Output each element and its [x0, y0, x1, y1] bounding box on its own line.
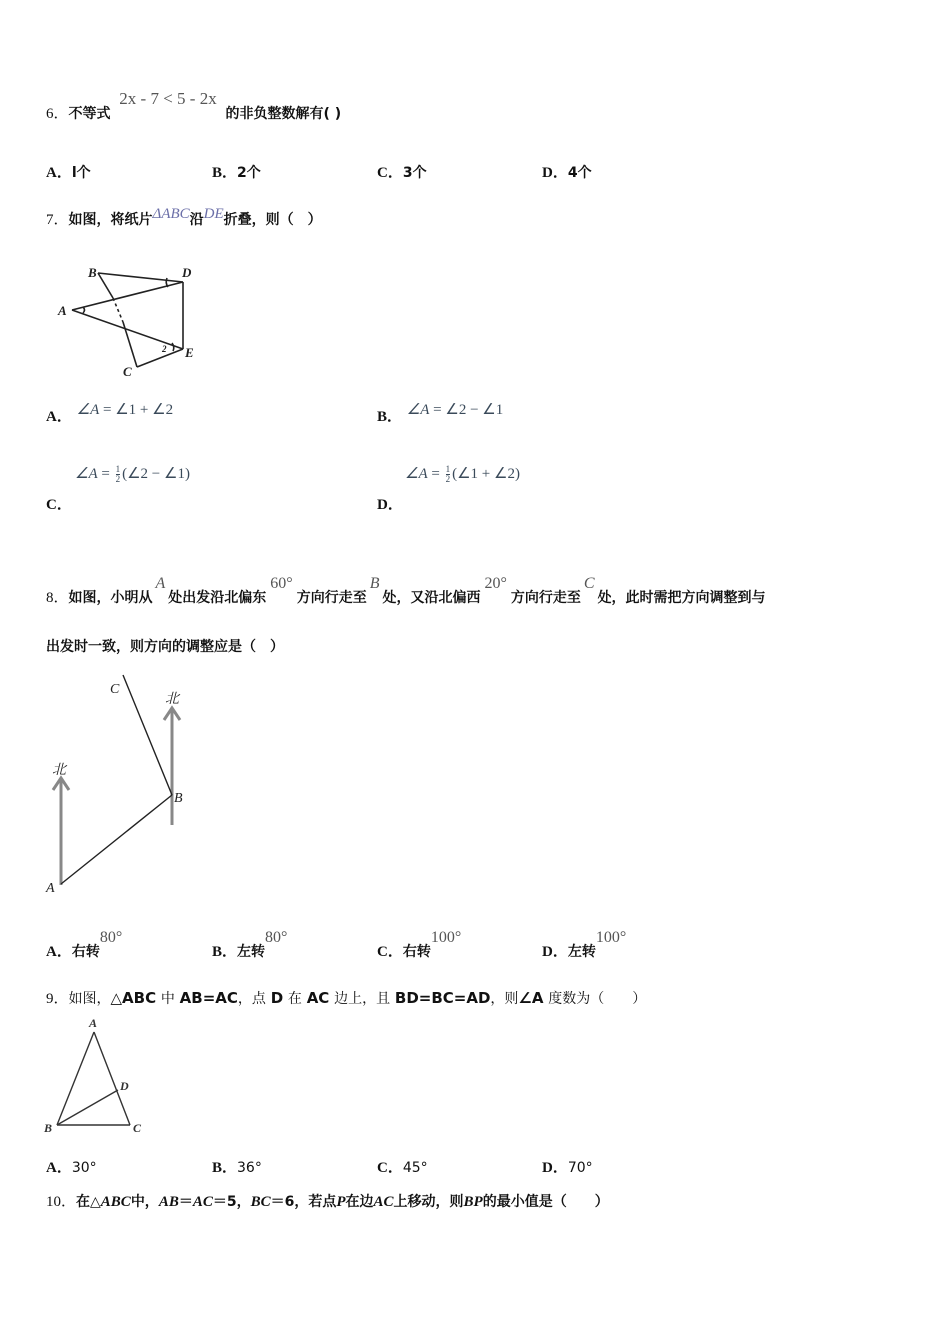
question-text: 如图，	[68, 991, 111, 1007]
question-number: 9．	[46, 991, 69, 1007]
option-degree: 80°	[265, 929, 288, 946]
option-text: 45°	[402, 1160, 428, 1176]
formula-lhs: ∠A	[406, 402, 430, 418]
option-9a[interactable]	[46, 1156, 97, 1177]
question-8-line2	[46, 636, 284, 656]
question-text: 出发时一致，则方向的调整应是（ ）	[46, 639, 284, 655]
formula-lhs: ∠A	[75, 466, 98, 482]
question-text: 边上，且	[334, 991, 391, 1007]
option-label: C．	[46, 497, 72, 513]
option-9c[interactable]	[377, 1156, 428, 1177]
math-text: BD=BC=AD	[394, 989, 491, 1007]
angle-20: 20°	[484, 575, 507, 592]
option-7d-formula: ∠A = $\frac{1}{2}$ (∠1 + ∠2)	[405, 464, 520, 485]
question-text: 度数为（ ）	[548, 991, 647, 1007]
option-label: C．	[377, 1160, 403, 1176]
label-c: C	[110, 682, 120, 697]
question-text: 如图，小明从	[68, 590, 153, 606]
option-9b[interactable]	[212, 1156, 262, 1177]
math-text: AB	[158, 1194, 179, 1210]
option-label: A．	[46, 944, 72, 960]
option-label: B．	[212, 1160, 238, 1176]
option-label: D．	[377, 497, 403, 513]
question-number: 6．	[46, 106, 69, 122]
label-angle-2: 2	[162, 344, 167, 354]
option-8b[interactable]	[212, 929, 288, 961]
inequality-formula: 2x - 7 < 5 - 2x	[119, 89, 217, 108]
question-8	[46, 575, 766, 607]
math-text: ∠A	[518, 989, 544, 1007]
label-e: E	[185, 345, 194, 360]
option-label: D．	[542, 1160, 568, 1176]
question-text: 不等式	[68, 106, 111, 122]
point-a: A	[155, 575, 166, 592]
question-text: 上移动，则	[393, 1194, 464, 1210]
question-number: 10．	[46, 1194, 77, 1210]
angle-60: 60°	[270, 575, 293, 592]
math-text: AC	[306, 989, 330, 1007]
question-text: ，则	[490, 991, 519, 1007]
question-text: ＝6，若点	[270, 1194, 337, 1210]
option-degree: 80°	[99, 929, 123, 946]
option-label: D．	[542, 165, 568, 181]
option-text: 右转	[71, 944, 100, 960]
question-text: 沿	[189, 212, 204, 228]
option-text: l个	[71, 165, 91, 181]
question-text: 处出发沿北偏东	[168, 590, 267, 606]
math-text: BC	[250, 1194, 271, 1210]
question-text: 在△	[76, 1194, 101, 1210]
formula-lhs: ∠A	[76, 402, 100, 418]
option-text: 左转	[567, 944, 596, 960]
question-10	[46, 1190, 609, 1211]
label-a: A	[89, 1016, 98, 1030]
option-8c[interactable]	[377, 929, 462, 961]
fraction-numerator: 1	[445, 464, 451, 475]
option-text: 左转	[237, 944, 266, 960]
option-label: C．	[377, 944, 403, 960]
question-text: ＝	[178, 1194, 193, 1210]
option-text: 36°	[237, 1160, 262, 1176]
math-text: AB=AC	[179, 989, 238, 1007]
label-b: B	[88, 265, 97, 280]
option-text: 4个	[567, 165, 592, 181]
math-text: AC	[373, 1194, 394, 1210]
point-c: C	[583, 575, 595, 592]
segment-symbol: DE	[203, 206, 224, 222]
option-6d[interactable]	[542, 161, 592, 182]
label-a: A	[58, 303, 67, 318]
question-text: 在	[287, 991, 302, 1007]
formula-rhs: = ∠2 − ∠1	[433, 402, 504, 418]
isosceles-triangle-figure	[40, 1010, 160, 1140]
triangle-symbol: ΔABC	[152, 206, 190, 222]
option-6b[interactable]	[212, 161, 261, 182]
option-degree: 100°	[430, 929, 462, 946]
question-text: 折叠，则（ ）	[223, 212, 322, 228]
question-text: 方向行走至	[510, 590, 581, 606]
math-text: P	[336, 1194, 346, 1210]
option-text: 70°	[567, 1160, 593, 1176]
math-text: D	[270, 989, 284, 1007]
option-7d[interactable]	[377, 493, 403, 514]
fraction-denominator: 2	[115, 474, 121, 485]
formula-lhs: ∠A	[405, 466, 428, 482]
fold-triangle-figure	[55, 260, 205, 380]
option-text: 右转	[402, 944, 431, 960]
option-label: A．	[46, 409, 72, 425]
option-label: A．	[46, 1160, 72, 1176]
option-text: 3个	[402, 165, 427, 181]
question-text: 处，又沿北偏西	[382, 590, 481, 606]
option-label: C．	[377, 165, 403, 181]
option-6c[interactable]	[377, 161, 427, 182]
label-a: A	[46, 881, 55, 896]
label-c: C	[123, 364, 132, 379]
north-label-b: 北	[165, 692, 179, 707]
question-text: ＝5，	[212, 1194, 251, 1210]
question-text: 中	[160, 991, 175, 1007]
label-d: D	[120, 1079, 129, 1093]
option-label: B．	[377, 409, 403, 425]
fraction-denominator: 2	[445, 474, 451, 485]
option-label: D．	[542, 944, 568, 960]
label-d: D	[182, 265, 192, 280]
option-label: A．	[46, 165, 72, 181]
option-text: 30°	[71, 1160, 97, 1176]
option-7c[interactable]	[46, 493, 72, 514]
formula-rhs: (∠1 + ∠2)	[452, 466, 520, 482]
math-text: △ABC	[110, 989, 157, 1007]
question-7	[46, 208, 322, 229]
math-text: BP	[463, 1194, 483, 1210]
question-6	[46, 89, 342, 123]
label-b: B	[44, 1121, 53, 1135]
formula-rhs: (∠2 − ∠1)	[122, 466, 190, 482]
point-b: B	[369, 575, 380, 592]
option-7c-formula: ∠A = $\frac{1}{2}$ (∠2 − ∠1)	[75, 464, 190, 485]
label-c: C	[133, 1121, 142, 1135]
option-degree: 100°	[595, 929, 627, 946]
option-7a[interactable]	[46, 398, 174, 425]
question-text: 的最小值是（ ）	[482, 1194, 609, 1210]
option-text: 2个	[237, 165, 261, 181]
option-label: B．	[212, 165, 238, 181]
question-text: 中，	[130, 1194, 159, 1210]
option-8a[interactable]	[46, 929, 123, 961]
question-9	[46, 987, 646, 1008]
option-7b[interactable]	[377, 398, 504, 425]
option-label: B．	[212, 944, 238, 960]
fraction-numerator: 1	[115, 464, 121, 475]
question-text: 的非负整数解有( )	[225, 106, 342, 122]
question-text: ，点	[237, 991, 266, 1007]
question-text: 处，此时需把方向调整到与	[597, 590, 766, 606]
option-9d[interactable]	[542, 1156, 593, 1177]
question-text: 在边	[345, 1194, 374, 1210]
question-text: 方向行走至	[296, 590, 367, 606]
question-number: 8．	[46, 590, 69, 606]
north-label-a: 北	[52, 763, 66, 778]
direction-figure	[40, 670, 240, 900]
option-8d[interactable]	[542, 929, 627, 961]
math-text: AC	[192, 1194, 213, 1210]
label-b: B	[174, 791, 183, 806]
option-6a[interactable]	[46, 161, 91, 182]
question-text: 如图，将纸片	[68, 212, 153, 228]
formula-rhs: = ∠1 + ∠2	[103, 402, 174, 418]
math-text: ABC	[100, 1194, 131, 1210]
question-number: 7．	[46, 212, 69, 228]
